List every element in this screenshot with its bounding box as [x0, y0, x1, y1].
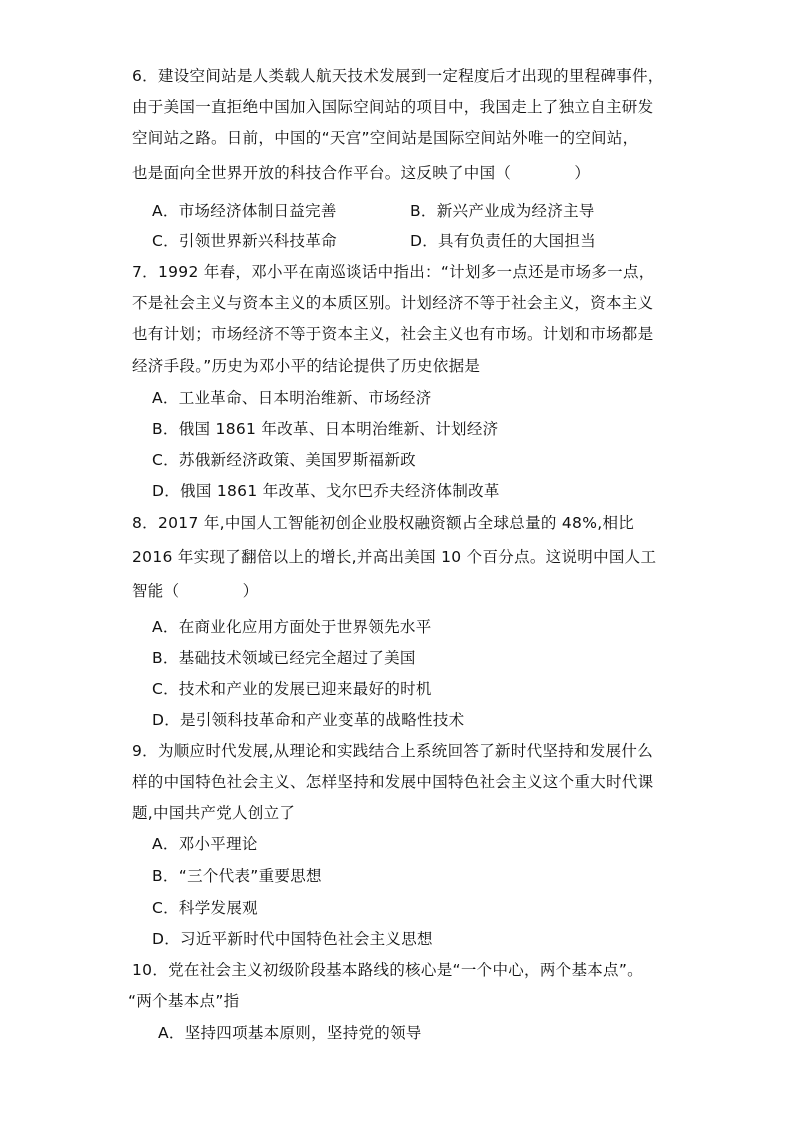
question-10-option-a: A．坚持四项基本原则，坚持党的领导 — [158, 1024, 422, 1042]
question-6-option-b: B．新兴产业成为经济主导 — [410, 202, 595, 220]
question-9-option-b: B．“三个代表”重要思想 — [152, 867, 322, 885]
question-7-stem-line-3: 也有计划；市场经济不等于资本主义，社会主义也有市场。计划和市场都是 — [132, 325, 654, 343]
question-6-stem-line-3: 空间站之路。日前，中国的“天宫”空间站是国际空间站外唯一的空间站， — [132, 129, 639, 147]
question-6-option-a: A．市场经济体制日益完善 — [152, 202, 337, 220]
question-6-stem-line-1: 6．建设空间站是人类载人航天技术发展到一定程度后才出现的里程碑事件， — [132, 67, 664, 85]
question-9-stem-line-1: 9．为顺应时代发展,从理论和实践结合上系统回答了新时代坚持和发展什么 — [132, 742, 653, 760]
question-7-stem-line-2: 不是社会主义与资本主义的本质区别。计划经济不等于社会主义，资本主义 — [132, 294, 654, 312]
question-6-stem-line-4: 也是面向全世界开放的科技合作平台。这反映了中国（ ） — [132, 164, 591, 182]
question-10-stem-line-1: 10．党在社会主义初级阶段基本路线的核心是“一个中心，两个基本点”。 — [132, 961, 643, 979]
question-6-option-d: D．具有负责任的大国担当 — [410, 232, 597, 250]
question-8-stem-line-2: 2016 年实现了翻倍以上的增长,并高出美国 10 个百分点。这说明中国人工 — [132, 548, 657, 566]
question-7-stem-line-1: 7．1992 年春，邓小平在南巡谈话中指出：“计划多一点还是市场多一点， — [132, 263, 655, 281]
question-7-option-c: C．苏俄新经济政策、美国罗斯福新政 — [152, 451, 416, 469]
question-8-option-b: B．基础技术领域已经完全超过了美国 — [152, 649, 416, 667]
question-7-stem-line-4: 经济手段。”历史为邓小平的结论提供了历史依据是 — [132, 357, 481, 375]
question-9-option-d: D．习近平新时代中国特色社会主义思想 — [152, 930, 433, 948]
question-9-option-c: C．科学发展观 — [152, 899, 258, 917]
question-6-stem-line-2: 由于美国一直拒绝中国加入国际空间站的项目中，我国走上了独立自主研发 — [132, 98, 654, 116]
question-6-option-c: C．引领世界新兴科技革命 — [152, 232, 337, 250]
question-9-stem-line-2: 样的中国特色社会主义、怎样坚持和发展中国特色社会主义这个重大时代课 — [132, 773, 654, 791]
question-7-option-d: D．俄国 1861 年改革、戈尔巴乔夫经济体制改革 — [152, 482, 500, 500]
question-9-option-a: A．邓小平理论 — [152, 835, 258, 853]
question-8-option-c: C．技术和产业的发展已迎来最好的时机 — [152, 680, 432, 698]
question-8-option-d: D．是引领科技革命和产业变革的战略性技术 — [152, 711, 465, 729]
question-10-stem-line-2: “两个基本点”指 — [128, 992, 240, 1010]
question-7-option-a: A．工业革命、日本明治维新、市场经济 — [152, 389, 432, 407]
question-8-stem-line-3: 智能（ ） — [132, 582, 259, 600]
question-7-option-b: B．俄国 1861 年改革、日本明治维新、计划经济 — [152, 420, 499, 438]
question-8-option-a: A．在商业化应用方面处于世界领先水平 — [152, 618, 432, 636]
question-8-stem-line-1: 8．2017 年,中国人工智能初创企业股权融资额占全球总量的 48%,相比 — [132, 514, 635, 532]
question-9-stem-line-3: 题,中国共产党人创立了 — [132, 804, 296, 822]
